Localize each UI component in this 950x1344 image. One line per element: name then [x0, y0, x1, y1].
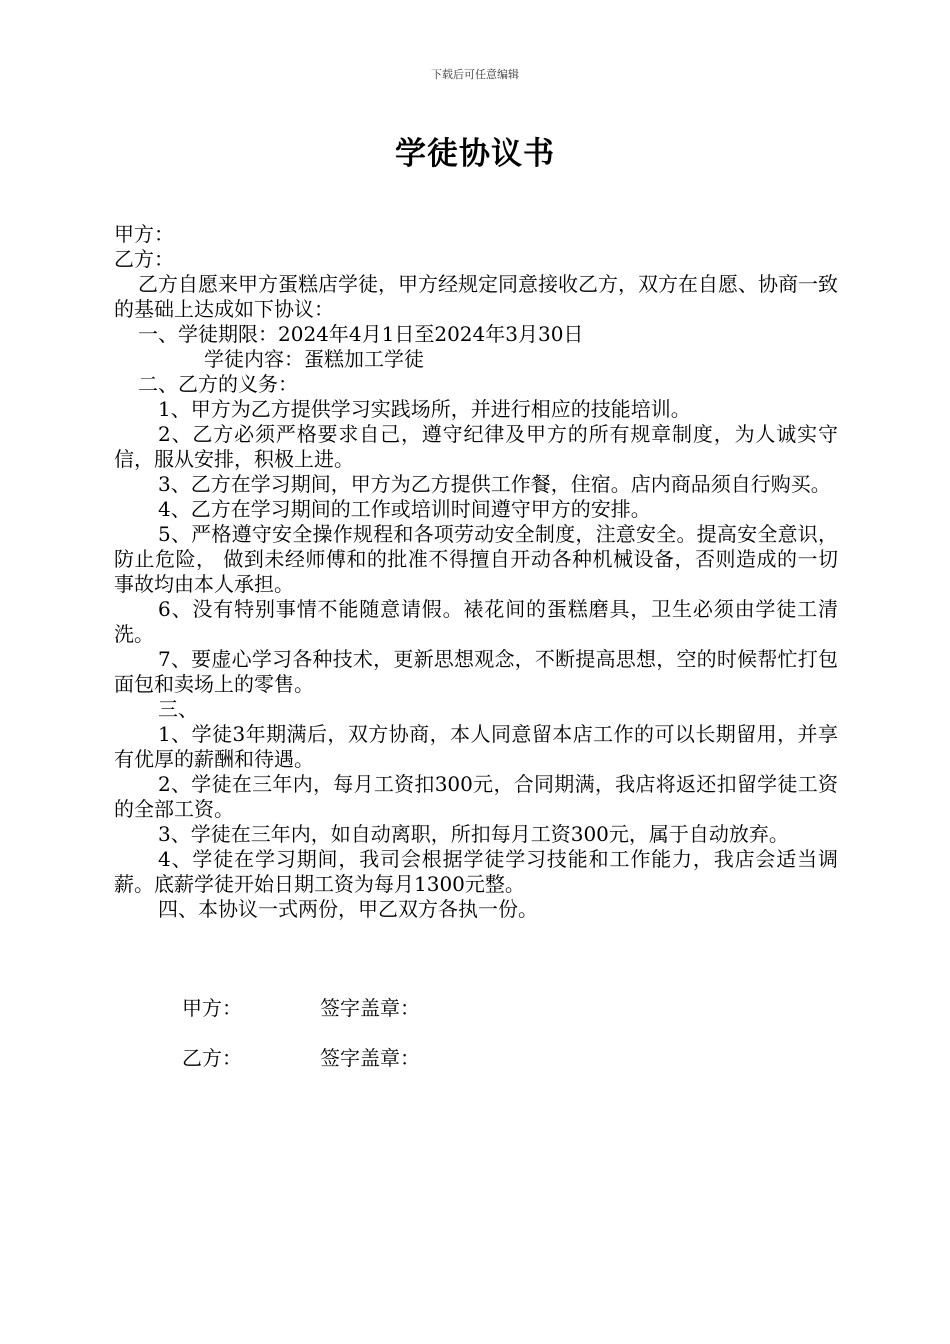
section1-period: 一、学徒期限：2024年4月1日至2024年3月30日: [138, 322, 584, 346]
section2-item: 2、乙方必须严格要求自己，遵守纪律及甲方的所有规章制度，为人诚实守信，服从安排，积极上进。: [114, 422, 838, 471]
party-b-line: 乙方：: [114, 247, 174, 271]
section4-paragraph: 四、本协议一式两份，甲乙双方各执一份。: [158, 897, 538, 921]
section3-heading: 三、: [158, 697, 198, 721]
section2-item: 7、要虚心学习各种技术，更新思想观念，不断提高思想，空的时候帮忙打包面包和卖场上的零售。: [114, 647, 838, 696]
signature-seal-label: 签字盖章：: [320, 1046, 420, 1070]
signature-line-party-b: [182, 1046, 420, 1071]
signature-seal-label: 签字盖章：: [320, 996, 420, 1020]
agreement-body: [114, 222, 838, 922]
signature-party-a-label: 甲方：: [182, 996, 242, 1020]
section3-item: 2、学徒在三年内，每月工资扣300元，合同期满，我店将返还扣留学徒工资的全部工资。: [114, 772, 838, 821]
section2-item: 6、没有特别事情不能随意请假。裱花间的蛋糕磨具，卫生必须由学徒工清洗。: [114, 597, 838, 646]
section2-heading: 二、乙方的义务：: [138, 372, 298, 396]
section1-content: 学徒内容：蛋糕加工学徒: [204, 347, 424, 371]
intro-paragraph: 乙方自愿来甲方蛋糕店学徒，甲方经规定同意接收乙方，双方在自愿、协商一致的基础上达成如下协议：: [114, 272, 838, 321]
section2-item: 4、乙方在学习期间的工作或培训时间遵守甲方的安排。: [158, 497, 651, 521]
section3-item: 4、学徒在学习期间，我司会根据学徒学习技能和工作能力，我店会适当调薪。底薪学徒开始日期工资为每月1300元整。: [114, 847, 838, 896]
section3-item: 1、学徒3年期满后，双方协商，本人同意留本店工作的可以长期留用，并享有优厚的薪酬和待遇。: [114, 722, 838, 771]
header-note: 下载后可任意编辑: [431, 68, 519, 81]
section2-item: 5、严格遵守安全操作规程和各项劳动安全制度，注意安全。提高安全意识，防止危险， 做到未经师傅和的批准不得擅自开动各种机械设备，否则造成的一切事故均由本人承担。: [114, 522, 838, 596]
party-a-line: 甲方：: [114, 222, 174, 246]
signature-line-party-a: [182, 996, 420, 1021]
section2-item: 1、甲方为乙方提供学习实践场所，并进行相应的技能培训。: [158, 397, 691, 421]
document-title: 学徒协议书: [395, 136, 555, 172]
section2-item: 3、乙方在学习期间，甲方为乙方提供工作餐，住宿。店内商品须自行购买。: [158, 472, 831, 496]
signature-party-b-label: 乙方：: [182, 1046, 242, 1070]
section3-item: 3、学徒在三年内，如自动离职，所扣每月工资300元，属于自动放弃。: [158, 822, 789, 846]
